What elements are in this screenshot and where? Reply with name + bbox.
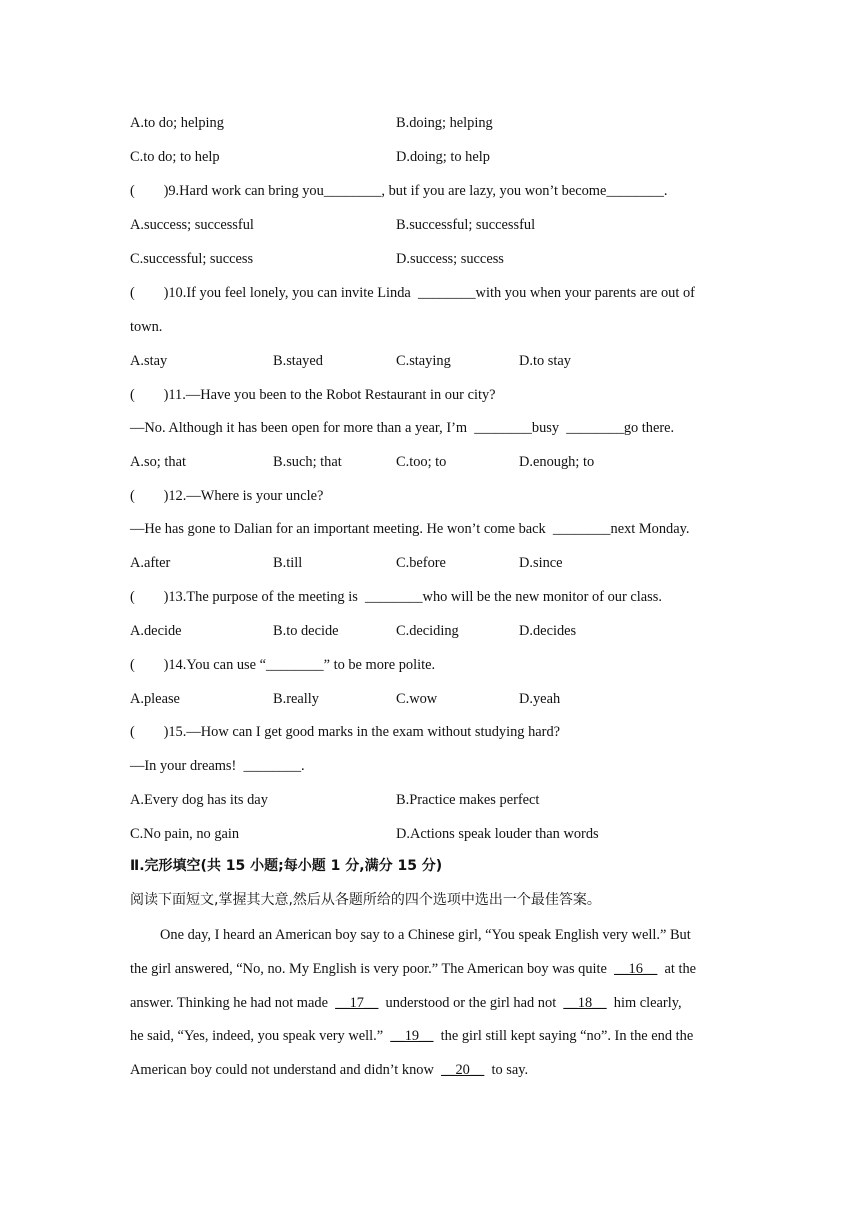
q14-option-c: C.wow (396, 691, 438, 707)
q11-option-b: B.such; that (273, 454, 342, 470)
passage-text: understood or the girl had not (378, 995, 564, 1011)
passage-text: answer. Thinking he had not made (130, 995, 336, 1011)
q9-stem: ( )9.Hard work can bring you________, but if you are lazy, you won’t become________. (130, 183, 668, 199)
q14-option-b: B.really (273, 691, 319, 707)
passage-line-2 (130, 960, 696, 978)
q14-option-a: A.please (130, 691, 180, 707)
q12-option-a: A.after (130, 555, 171, 571)
q8-option-a: A.to do; helping (130, 115, 224, 131)
q9-option-c: C.successful; success (130, 251, 254, 267)
q11-option-d: D.enough; to (519, 454, 595, 470)
passage-text: him clearly, (606, 995, 682, 1011)
q11-stem-line2: —No. Although it has been open for more than a year, I’m ________busy ________go there. (130, 420, 675, 436)
passage-text: to say. (484, 1062, 529, 1078)
q15-stem-line2: —In your dreams! ________. (130, 758, 305, 774)
q11-stem-line1: ( )11.—Have you been to the Robot Restaurant in our city? (130, 387, 496, 403)
q15-option-c: C.No pain, no gain (130, 826, 240, 842)
q12-option-d: D.since (519, 555, 563, 571)
blank-16: __16__ (614, 961, 658, 977)
blank-17: __17__ (335, 995, 379, 1011)
q15-option-d: D.Actions speak louder than words (396, 826, 599, 842)
q10-stem-line2: town. (130, 319, 163, 335)
q14-stem: ( )14.You can use “________” to be more polite. (130, 657, 436, 673)
section-heading: Ⅱ.完形填空(共 15 小题;每小题 1 分,满分 15 分) (130, 858, 443, 874)
q14-option-d: D.yeah (519, 691, 561, 707)
q9-option-b: B.successful; successful (396, 217, 536, 233)
q12-option-c: C.before (396, 555, 446, 571)
passage-text: he said, “Yes, indeed, you speak very well.” (130, 1028, 391, 1044)
q8-option-b: B.doing; helping (396, 115, 493, 131)
passage-line-4 (130, 1027, 693, 1045)
q10-option-a: A.stay (130, 353, 168, 369)
passage-line-1: One day, I heard an American boy say to a Chinese girl, “You speak English very well.” But (160, 927, 691, 943)
q11-option-a: A.so; that (130, 454, 186, 470)
q12-option-b: B.till (273, 555, 303, 571)
passage-text: the girl answered, “No, no. My English is very poor.” The American boy was quite (130, 961, 615, 977)
passage-line-3 (130, 994, 682, 1012)
q13-option-a: A.decide (130, 623, 182, 639)
passage-text: at the (657, 961, 697, 977)
q9-option-d: D.success; success (396, 251, 504, 267)
q12-stem-line1: ( )12.—Where is your uncle? (130, 488, 324, 504)
section-instruction: 阅读下面短文,掌握其大意,然后从各题所给的四个选项中选出一个最佳答案。 (130, 892, 601, 908)
q13-option-d: D.decides (519, 623, 577, 639)
q10-option-c: C.staying (396, 353, 451, 369)
q13-option-c: C.deciding (396, 623, 459, 639)
blank-18: __18__ (563, 995, 607, 1011)
q15-option-a: A.Every dog has its day (130, 792, 268, 808)
q8-option-d: D.doing; to help (396, 149, 490, 165)
passage-line-5 (130, 1061, 528, 1079)
blank-20: __20__ (441, 1062, 485, 1078)
q10-stem-line1: ( )10.If you feel lonely, you can invite Linda ________with you when your parents are out of (130, 285, 695, 301)
q15-stem-line1: ( )15.—How can I get good marks in the exam without studying hard? (130, 724, 561, 740)
q11-option-c: C.too; to (396, 454, 447, 470)
passage-text: the girl still kept saying “no”. In the end the (433, 1028, 694, 1044)
q15-option-b: B.Practice makes perfect (396, 792, 540, 808)
q10-option-d: D.to stay (519, 353, 571, 369)
blank-19: __19__ (390, 1028, 434, 1044)
q10-option-b: B.stayed (273, 353, 323, 369)
q9-option-a: A.success; successful (130, 217, 254, 233)
q13-stem: ( )13.The purpose of the meeting is ________who will be the new monitor of our class. (130, 589, 662, 605)
q13-option-b: B.to decide (273, 623, 339, 639)
q12-stem-line2: —He has gone to Dalian for an important meeting. He won’t come back ________next Monday. (130, 521, 690, 537)
passage-text: American boy could not understand and didn’t know (130, 1062, 442, 1078)
q8-option-c: C.to do; to help (130, 149, 220, 165)
